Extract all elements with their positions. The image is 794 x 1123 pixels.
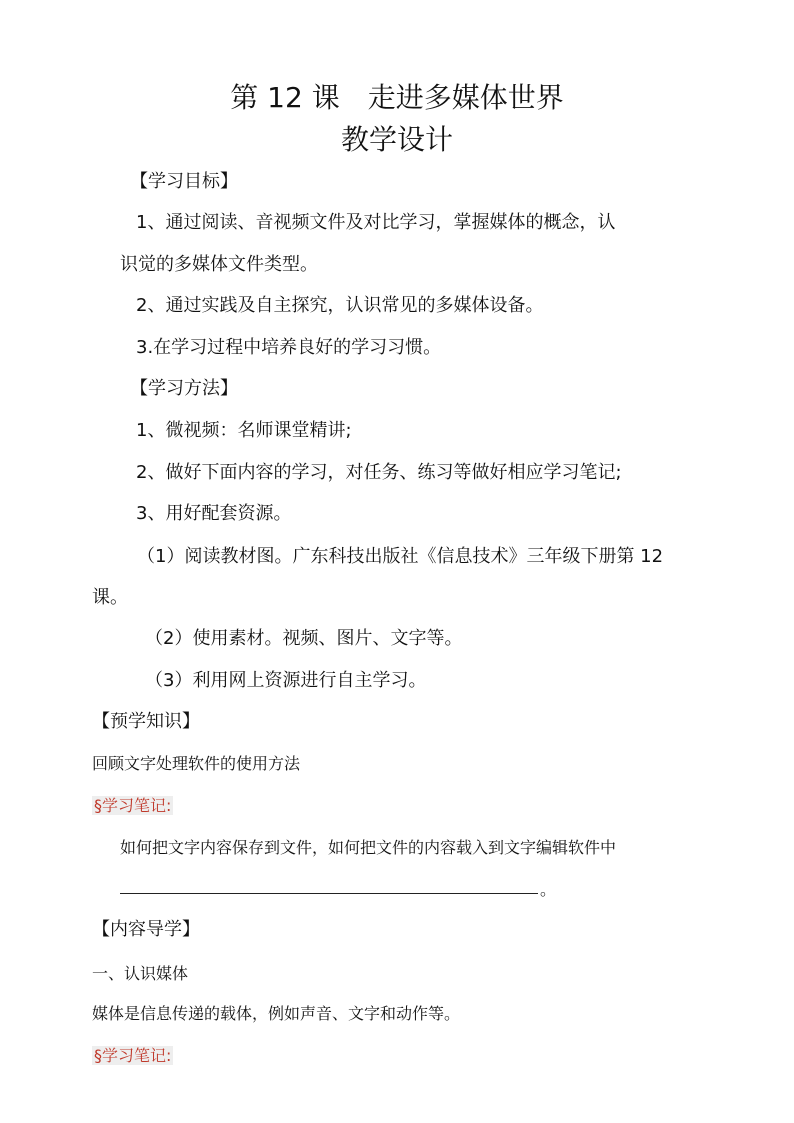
objective-3: 3.在学习过程中培养良好的学习习惯。	[136, 337, 442, 358]
guide-text-1: 媒体是信息传递的载体，例如声音、文字和动作等。	[92, 1004, 461, 1023]
notes-question: 如何把文字内容保存到文件，如何把文件的内容载入到文字编辑软件中	[120, 838, 617, 857]
study-notes-highlight: §学习笔记:	[94, 796, 172, 815]
objective-1: 1、通过阅读、音视频文件及对比学习，掌握媒体的概念，认	[136, 212, 616, 233]
preview-text: 回顾文字处理软件的使用方法	[92, 754, 301, 773]
method-sub-1: （1）阅读教材图。广东科技出版社《信息技术》三年级下册第 12	[137, 546, 664, 567]
lesson-subtitle: 教学设计	[340, 123, 453, 156]
answer-blank-line[interactable]	[120, 893, 538, 894]
objective-1-cont: 识觉的多媒体文件类型。	[120, 254, 318, 275]
method-sub-1-cont: 课。	[92, 587, 128, 608]
guide-section-1: 一、认识媒体	[92, 964, 189, 983]
method-sub-3: （3）利用网上资源进行自主学习。	[145, 670, 427, 691]
method-sub-2: （2）使用素材。视频、图片、文字等。	[145, 628, 463, 649]
answer-period: 。	[540, 880, 557, 899]
method-3: 3、用好配套资源。	[136, 503, 292, 524]
objective-2: 2、通过实践及自主探究，认识常见的多媒体设备。	[136, 295, 544, 316]
lesson-title: 第 12 课 走进多媒体世界	[230, 81, 564, 114]
study-notes-label	[92, 794, 173, 818]
method-2: 2、做好下面内容的学习，对任务、练习等做好相应学习笔记;	[136, 462, 622, 483]
guide-heading: 【内容导学】	[92, 919, 200, 940]
method-1: 1、微视频：名师课堂精讲;	[136, 420, 352, 441]
guide-notes-label	[92, 1044, 173, 1068]
guide-notes-highlight: §学习笔记:	[94, 1046, 172, 1065]
preview-heading: 【预学知识】	[92, 711, 200, 732]
objectives-heading: 【学习目标】	[130, 171, 238, 192]
methods-heading: 【学习方法】	[130, 378, 238, 399]
